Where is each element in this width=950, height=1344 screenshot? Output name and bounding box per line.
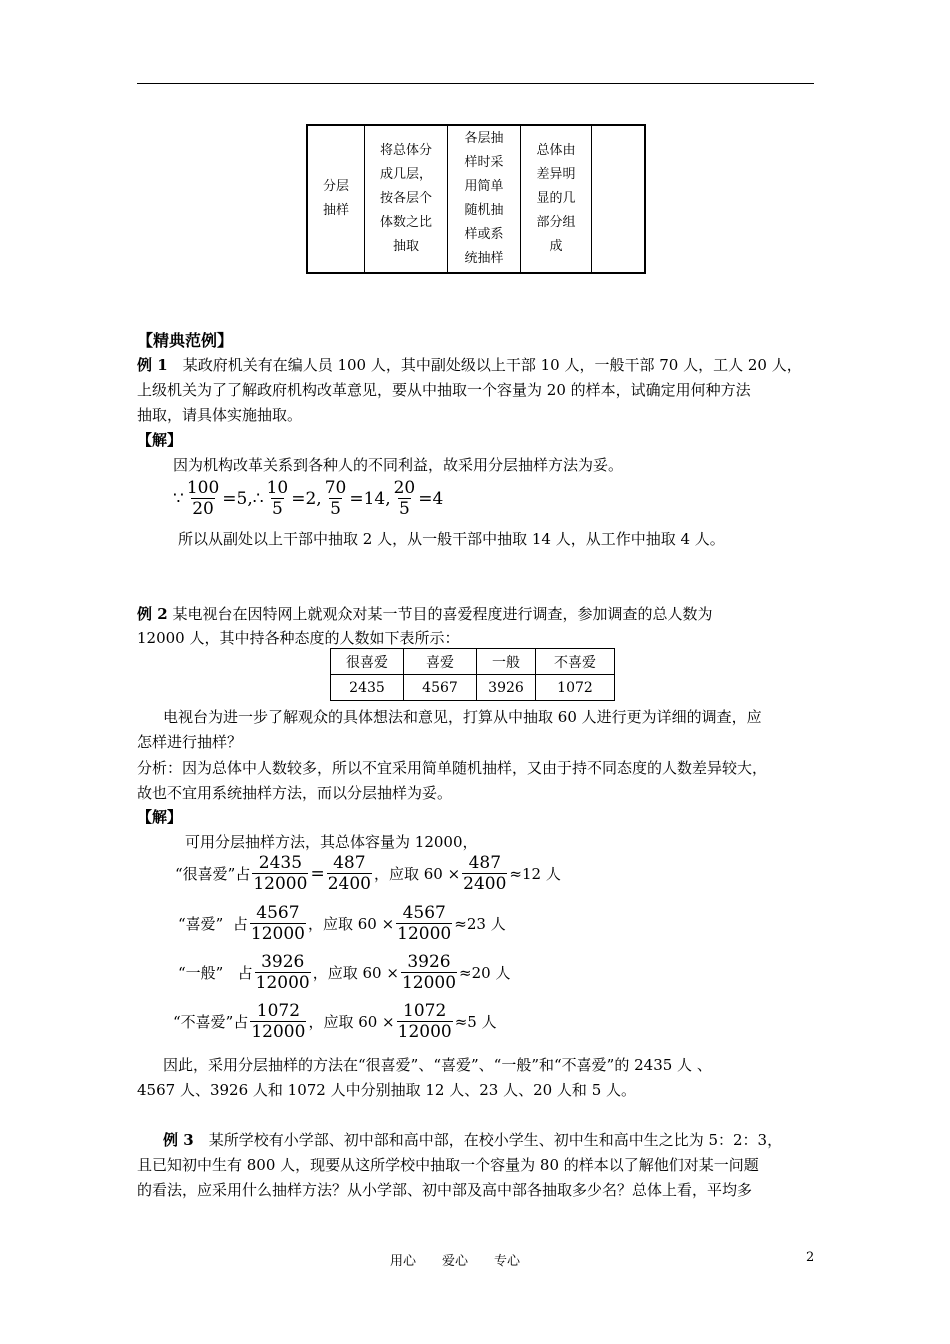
header-rule <box>137 83 814 84</box>
ex2-c2: 4567 人、3926 人和 1072 人中分别抽取 12 人、23 人、20 人和 5 人。 <box>137 1081 637 1099</box>
ex2-calc-row <box>175 853 561 894</box>
survey-value-cell: 3926 <box>477 675 536 701</box>
therefore-symbol: ∴ <box>252 488 264 509</box>
calc-label: “很喜爱”占 <box>175 865 251 883</box>
ex1-line3: 抽取，请具体实施抽取。 <box>137 406 303 424</box>
calc-fraction: $\frac{1072}{12000}$ <box>397 1001 452 1042</box>
calc-fraction: $\frac{2435}{12000}$ <box>253 853 308 894</box>
survey-header-cell: 不喜爱 <box>536 649 615 675</box>
survey-value-cell: 1072 <box>536 675 615 701</box>
calc-fraction: $\frac{1072}{12000}$ <box>251 1001 306 1042</box>
ex2-sol1: 可用分层抽样方法，其总体容量为 12000， <box>185 833 478 851</box>
ex2-line1: 例 2 某电视台在因特网上就观众对某一节目的喜爱程度进行调查，参加调查的总人数为 <box>137 605 713 623</box>
survey-header-cell: 一般 <box>477 649 536 675</box>
ex1-frac3: $\frac{70}{5}$ <box>324 478 347 519</box>
survey-value-cell: 2435 <box>331 675 404 701</box>
ex1-frac1: $\frac{100}{20}$ <box>186 478 220 519</box>
ex2-c1: 因此，采用分层抽样的方法在“很喜爱”、“喜爱”、“一般”和“不喜爱”的 2435 人 、 <box>163 1056 712 1074</box>
ex1-frac2: $\frac{10}{5}$ <box>266 478 289 519</box>
method-name-cell: 分层 抽样 <box>307 125 365 273</box>
ex1-formula <box>173 478 443 519</box>
method-table <box>306 124 646 274</box>
method-scope-cell: 总体由 差异明 显的几 部分组 成 <box>521 125 592 273</box>
ex3-line3: 的看法，应采用什么抽样方法？从小学部、初中部及高中部各抽取多少名？总体上看，平均多 <box>137 1181 753 1199</box>
ex2-a2: 故也不宜用系统抽样方法，而以分层抽样为妥。 <box>137 784 453 802</box>
calc-result: ≈23 人 <box>454 915 506 933</box>
method-connection-cell: 各层抽 样时采 用简单 随机抽 样或系 统抽样 <box>448 125 521 273</box>
page-number: 2 <box>806 1250 815 1265</box>
calc-label: “不喜爱”占 <box>173 1013 249 1031</box>
calc-fraction: $\frac{3926}{12000}$ <box>401 952 457 993</box>
survey-table <box>330 648 615 701</box>
survey-header-cell: 喜爱 <box>404 649 477 675</box>
ex2-q2: 怎样进行抽样？ <box>137 733 243 751</box>
survey-value-row <box>331 675 615 701</box>
ex3-line1: 例 3 某所学校有小学部、初中部和高中部，在校小学生、初中生和高中生之比为 5：2：3， <box>163 1131 783 1149</box>
calc-fraction: $\frac{487}{2400}$ <box>327 853 371 894</box>
ex3-line2: 且已知初中生有 800 人，现要从这所学校中抽取一个容量为 80 的样本以了解他们对某一问题 <box>137 1156 759 1174</box>
method-desc-cell: 将总体分 成几层， 按各层个 体数之比 抽取 <box>365 125 448 273</box>
ex1-solution-label: 【解】 <box>137 431 183 449</box>
ex2-calc-row <box>173 1001 497 1042</box>
ex1-frac4: $\frac{20}{5}$ <box>393 478 416 519</box>
calc-fraction: $\frac{4567}{12000}$ <box>250 903 305 944</box>
calc-result: ≈5 人 <box>454 1013 497 1031</box>
ex2-line2: 12000 人，其中持各种态度的人数如下表所示： <box>137 629 460 647</box>
ex1-r1: =5, <box>222 488 253 509</box>
ex1-r4: =4 <box>418 488 444 509</box>
calc-equals: = <box>310 863 325 884</box>
calc-take: ，应取 60 × <box>308 1013 395 1031</box>
calc-result: ≈12 人 <box>509 865 561 883</box>
ex1-line1: 例 1 某政府机关有在编人员 100 人，其中副处级以上干部 10 人，一般干部 70 人，工人 20 人， <box>137 356 802 374</box>
ex3-label: 例 3 <box>163 1131 194 1149</box>
calc-label: “喜爱” 占 <box>178 915 248 933</box>
survey-header-row <box>331 649 615 675</box>
calc-fraction: $\frac{487}{2400}$ <box>463 853 507 894</box>
ex1-label: 例 1 <box>137 356 168 374</box>
ex2-calc-row <box>178 952 510 993</box>
method-extra-cell <box>592 125 646 273</box>
because-symbol: ∵ <box>173 488 184 509</box>
calc-take: ，应取 60 × <box>373 865 461 883</box>
ex1-r2: =2, <box>291 488 322 509</box>
ex1-line2: 上级机关为了了解政府机构改革意见，要从中抽取一个容量为 20 的样本，试确定用何种方法 <box>137 381 751 399</box>
ex2-solution-label: 【解】 <box>137 808 183 826</box>
ex2-q1: 电视台为进一步了解观众的具体想法和意见，打算从中抽取 60 人进行更为详细的调查，应 <box>163 708 762 726</box>
calc-fraction: $\frac{3926}{12000}$ <box>255 952 310 993</box>
section-title: 【精典范例】 <box>137 331 234 350</box>
ex1-r3: =14, <box>349 488 391 509</box>
calc-label: “一般” 占 <box>178 964 253 982</box>
calc-take: ，应取 60 × <box>312 964 399 982</box>
ex2-label: 例 2 <box>137 605 168 623</box>
calc-fraction: $\frac{4567}{12000}$ <box>397 903 452 944</box>
footer-motto: 用心 爱心 专心 <box>390 1254 521 1269</box>
calc-result: ≈20 人 <box>459 964 511 982</box>
ex2-calc-row <box>178 903 506 944</box>
ex1-sol1: 因为机构改革关系到各种人的不同利益，故采用分层抽样方法为妥。 <box>173 456 624 474</box>
calc-take: ，应取 60 × <box>307 915 395 933</box>
ex2-a1: 分析：因为总体中人数较多，所以不宜采用简单随机抽样，又由于持不同态度的人数差异较大， <box>137 759 768 777</box>
survey-value-cell: 4567 <box>404 675 477 701</box>
ex1-sol2: 所以从副处以上干部中抽取 2 人，从一般干部中抽取 14 人，从工作中抽取 4 人。 <box>178 530 725 548</box>
survey-header-cell: 很喜爱 <box>331 649 404 675</box>
